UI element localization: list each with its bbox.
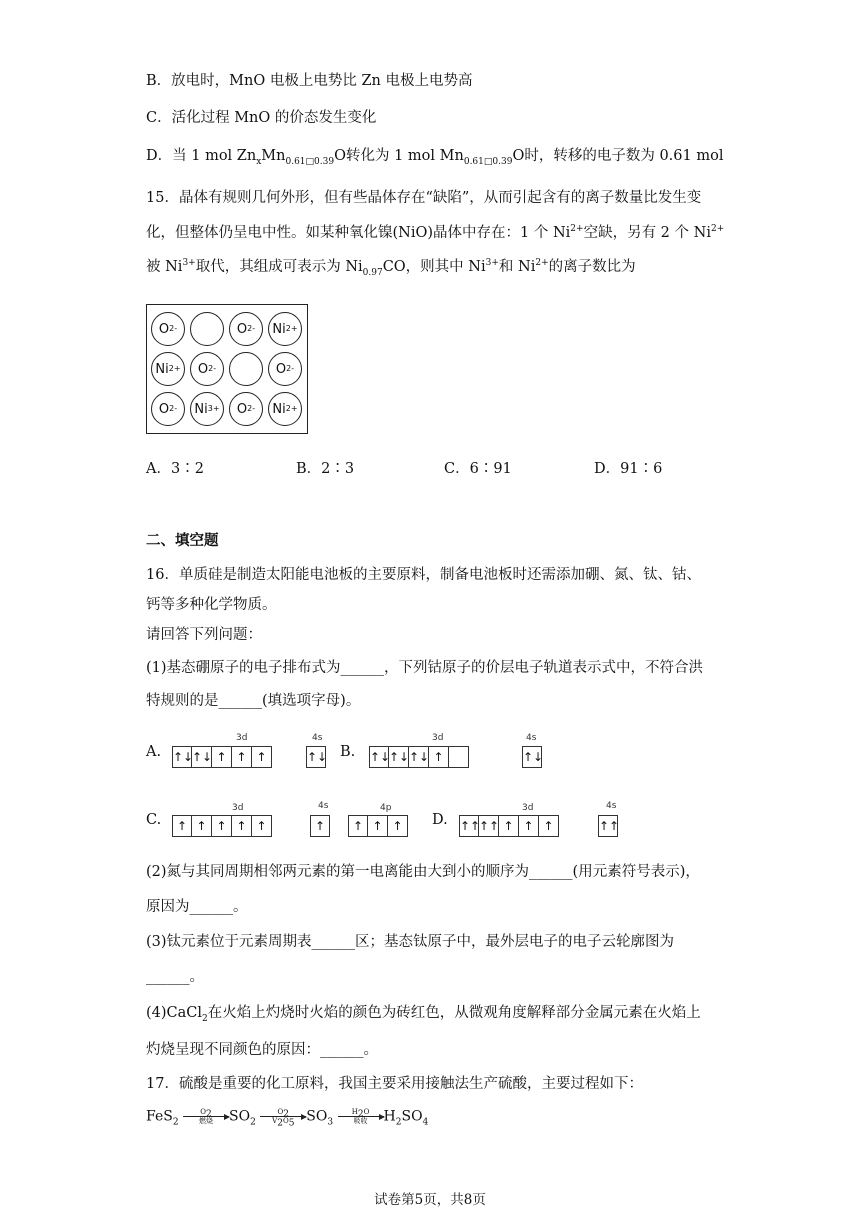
orbital-box: ↑↓ (369, 746, 389, 768)
orbital-box: ↑ (348, 815, 368, 837)
q16-part3-line1: (3)钛元素位于元素周期表______区；基态钛原子中，最外层电子的电子云轮廓图为 (146, 934, 675, 950)
orbital-box: ↑ (212, 815, 232, 837)
q16-part4-line2: 灼烧呈现不同颜色的原因：______。 (146, 1042, 378, 1058)
q16-part1-line1: (1)基态硼原子的电子排布式为______，下列钴原子的价层电子轨道表示式中，不符合洪 (146, 660, 704, 676)
ion-o2: O 2- (268, 352, 302, 386)
orbital-box: ↑ (499, 815, 519, 837)
ion-ni2: Ni 2+ (268, 392, 302, 426)
orbital-box: ↑↓ (172, 746, 192, 768)
q14-option-d: D．当 1 mol $Zn_xMn_{0.61□0.39}O$转化为 1 mol $Mn_{0.61□0.39}O$时，转移的电子数为 0.61 mol (146, 148, 724, 167)
orbital-box: ↑↓ (409, 746, 429, 768)
orbital-box: ↑↓ (306, 746, 326, 768)
ion-o2: O 2- (229, 312, 263, 346)
formula-mno: $Mn_{0.61□0.39}O$ (439, 148, 525, 167)
orbital-box: ↑↑ (479, 815, 499, 837)
q15-option-c: C．6∶91 (444, 461, 512, 477)
q14-option-c: C．活化过程 MnO 的价态发生变化 (146, 110, 377, 126)
q16-part1-line2: 特规则的是______(填选项字母)。 (146, 693, 361, 709)
q16-part4-line1: (4)CaCl$_2$在火焰上灼烧时火焰的颜色为砖红色，从微观角度解释部分金属元素在火焰上 (146, 1005, 701, 1024)
ion-ni2: Ni 2+ (268, 312, 302, 346)
vacancy-circle (190, 312, 224, 346)
vacancy-circle (229, 352, 263, 386)
ion-o2: O 2- (151, 392, 185, 426)
orbital-box: ↑↓ (389, 746, 409, 768)
arrow-burn: $O_2$ 燃烧 (183, 1108, 229, 1125)
ion-o2: O 2- (229, 392, 263, 426)
q16-part3-line2: ______。 (146, 969, 204, 985)
orbital-box: ↑↓ (192, 746, 212, 768)
orbital-box: ↑ (172, 815, 192, 837)
arrow-catalyst: $\frac{O_2}{V_2O_5}$ (260, 1108, 306, 1125)
q16-line1: 16．单质硅是制造太阳能电池板的主要原料，制备电池板时还需添加硼、氮、钛、钴、 (146, 567, 701, 583)
formula-znmno: $Zn_xMn_{0.61□0.39}O$ (236, 148, 346, 167)
q16-part2-line1: (2)氮与其同周期相邻两元素的第一电离能由大到小的顺序为______(用元素符号表示)， (146, 864, 700, 880)
ion-o2: O 2- (190, 352, 224, 386)
orbital-box (449, 746, 469, 768)
orbital-box: ↑ (539, 815, 559, 837)
orbital-box: ↑↑ (598, 815, 618, 837)
q16-line3: 请回答下列问题： (146, 627, 262, 643)
formula-cacl2: CaCl$_2$ (166, 1005, 208, 1024)
orbital-box: ↑ (388, 815, 408, 837)
q15-line1: 15．晶体有规则几何外形，但有些晶体存在“缺陷”，从而引起含有的离子数量比发生变 (146, 190, 702, 206)
orbital-box: ↑ (212, 746, 232, 768)
orbital-box: ↑ (232, 746, 252, 768)
section-heading: 二、填空题 (146, 532, 219, 549)
orbital-box: ↑ (368, 815, 388, 837)
ion-ni2: Ni 2+ (151, 352, 185, 386)
q15-option-d: D．91∶6 (594, 461, 663, 477)
orbital-box: ↑ (192, 815, 212, 837)
sulfuric-acid-process-equation: FeS$_2$ $O_2$ 燃烧 $SO_2$ $\frac{O_2}{V_2O_5}$ $SO_3$ $H_2O$ 吸收 $H_2SO_4$ (146, 1108, 429, 1129)
q14-option-b: B．放电时，MnO 电极上电势比 Zn 电极上电势高 (146, 73, 473, 89)
arrow-absorb: $H_2O$ 吸收 (338, 1108, 384, 1125)
q16-part2-line2: 原因为______。 (146, 899, 248, 915)
orbital-box: ↑ (429, 746, 449, 768)
q15-line3: 被 $Ni^{3+}$取代，其组成可表示为 $Ni_{0.97}CO$，则其中 $Ni^{3+}$和 $Ni^{2+}$的离子数比为 (146, 258, 636, 278)
nio-lattice-diagram (146, 304, 308, 434)
ion-o2: O 2- (151, 312, 185, 346)
orbital-box: ↑ (252, 815, 272, 837)
orbital-box: ↑ (252, 746, 272, 768)
q16-line2: 钙等多种化学物质。 (146, 597, 277, 613)
ion-ni3: Ni 3+ (190, 392, 224, 426)
q15-option-b: B．2∶3 (296, 461, 355, 477)
orbital-box: ↑ (310, 815, 330, 837)
orbital-box: ↑ (519, 815, 539, 837)
orbital-box: ↑↓ (522, 746, 542, 768)
q15-option-a: A．3∶2 (146, 461, 204, 477)
q17-line1: 17．硫酸是重要的化工原料，我国主要采用接触法生产硫酸，主要过程如下： (146, 1076, 643, 1092)
q15-line2: 化，但整体仍呈电中性。如某种氧化镍(NiO)晶体中存在：1 个 $Ni^{2+}$空缺，另有 2 个 $Ni^{2+}$ (146, 224, 725, 241)
page-footer: 试卷第5页，共8页 (374, 1192, 486, 1208)
orbital-box: ↑ (232, 815, 252, 837)
orbital-box: ↑↑ (459, 815, 479, 837)
